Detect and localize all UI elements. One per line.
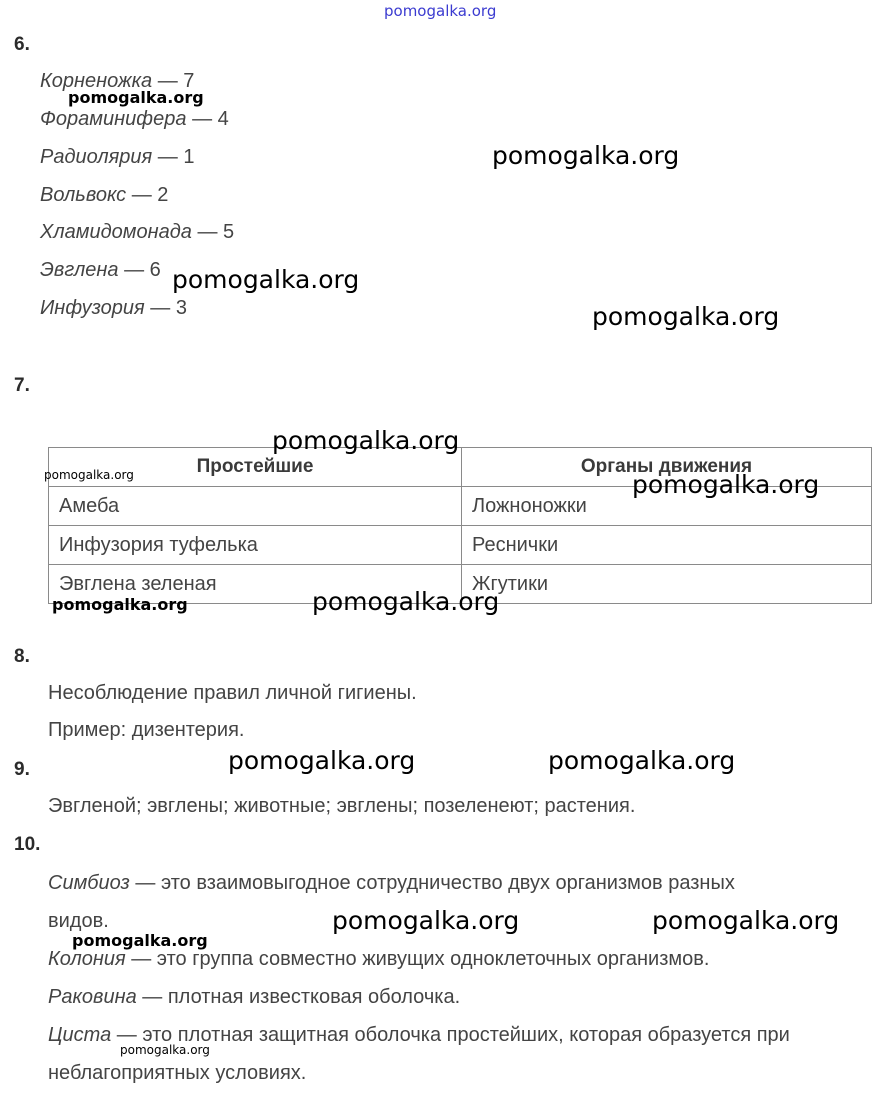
- list-item: Хламидомонада — 5: [40, 221, 235, 243]
- list-item: Фораминифера — 4: [40, 108, 229, 130]
- watermark: pomogalka.org: [272, 426, 460, 455]
- list-item: Радиолярия — 1: [40, 146, 195, 168]
- table-cell: Ложноножки: [462, 487, 872, 526]
- table-cell: Жгутики: [462, 565, 872, 604]
- question-9-answer: Эвгленой; эвглены; животные; эвглены; позеленеют; растения.: [48, 795, 636, 817]
- watermark: pomogalka.org: [592, 302, 780, 331]
- definition-colony: Колония — это группа совместно живущих одноклеточных организмов.: [48, 948, 710, 970]
- question-10-number: 10.: [14, 834, 41, 855]
- definition-cyst: Циста — это плотная защитная оболочка простейших, которая образуется при: [48, 1024, 790, 1046]
- watermark: pomogalka.org: [228, 746, 416, 775]
- table-cell: Эвглена зеленая: [49, 565, 462, 604]
- watermark: pomogalka.org: [52, 595, 188, 614]
- question-6-number: 6.: [14, 34, 30, 55]
- question-7-number: 7.: [14, 375, 30, 396]
- watermark: pomogalka.org: [312, 587, 500, 616]
- table-row: [49, 526, 872, 565]
- list-item: Вольвокс — 2: [40, 184, 169, 206]
- table-header: Органы движения: [462, 448, 872, 487]
- table-cell: Реснички: [462, 526, 872, 565]
- question-8-answer: Несоблюдение правил личной гигиены.: [48, 682, 417, 704]
- question-8-number: 8.: [14, 646, 30, 667]
- watermark: pomogalka.org: [632, 470, 820, 499]
- watermark: pomogalka.org: [72, 931, 208, 950]
- watermark: pomogalka.org: [492, 141, 680, 170]
- list-item: Эвглена — 6: [40, 259, 161, 281]
- question-9-number: 9.: [14, 759, 30, 780]
- watermark: pomogalka.org: [332, 906, 520, 935]
- table-header: Простейшие: [49, 448, 462, 487]
- table-cell: Инфузория туфелька: [49, 526, 462, 565]
- definition-cyst-cont: неблагоприятных условиях.: [48, 1062, 307, 1084]
- list-item: Инфузория — 3: [40, 297, 187, 319]
- definition-symbiosis: Симбиоз — это взаимовыгодное сотрудничество двух организмов разных: [48, 872, 735, 894]
- watermark: pomogalka.org: [44, 468, 134, 482]
- watermark-top: pomogalka.org: [384, 2, 497, 20]
- table-cell: Амеба: [49, 487, 462, 526]
- watermark: pomogalka.org: [652, 906, 840, 935]
- watermark: pomogalka.org: [172, 265, 360, 294]
- question-8-example: Пример: дизентерия.: [48, 719, 245, 741]
- watermark: pomogalka.org: [548, 746, 736, 775]
- definition-symbiosis-cont: видов.: [48, 910, 109, 932]
- list-item: Корненожка — 7: [40, 70, 195, 92]
- watermark: pomogalka.org: [68, 88, 204, 107]
- definition-shell: Раковина — плотная известковая оболочка.: [48, 986, 461, 1008]
- watermark: pomogalka.org: [120, 1043, 210, 1057]
